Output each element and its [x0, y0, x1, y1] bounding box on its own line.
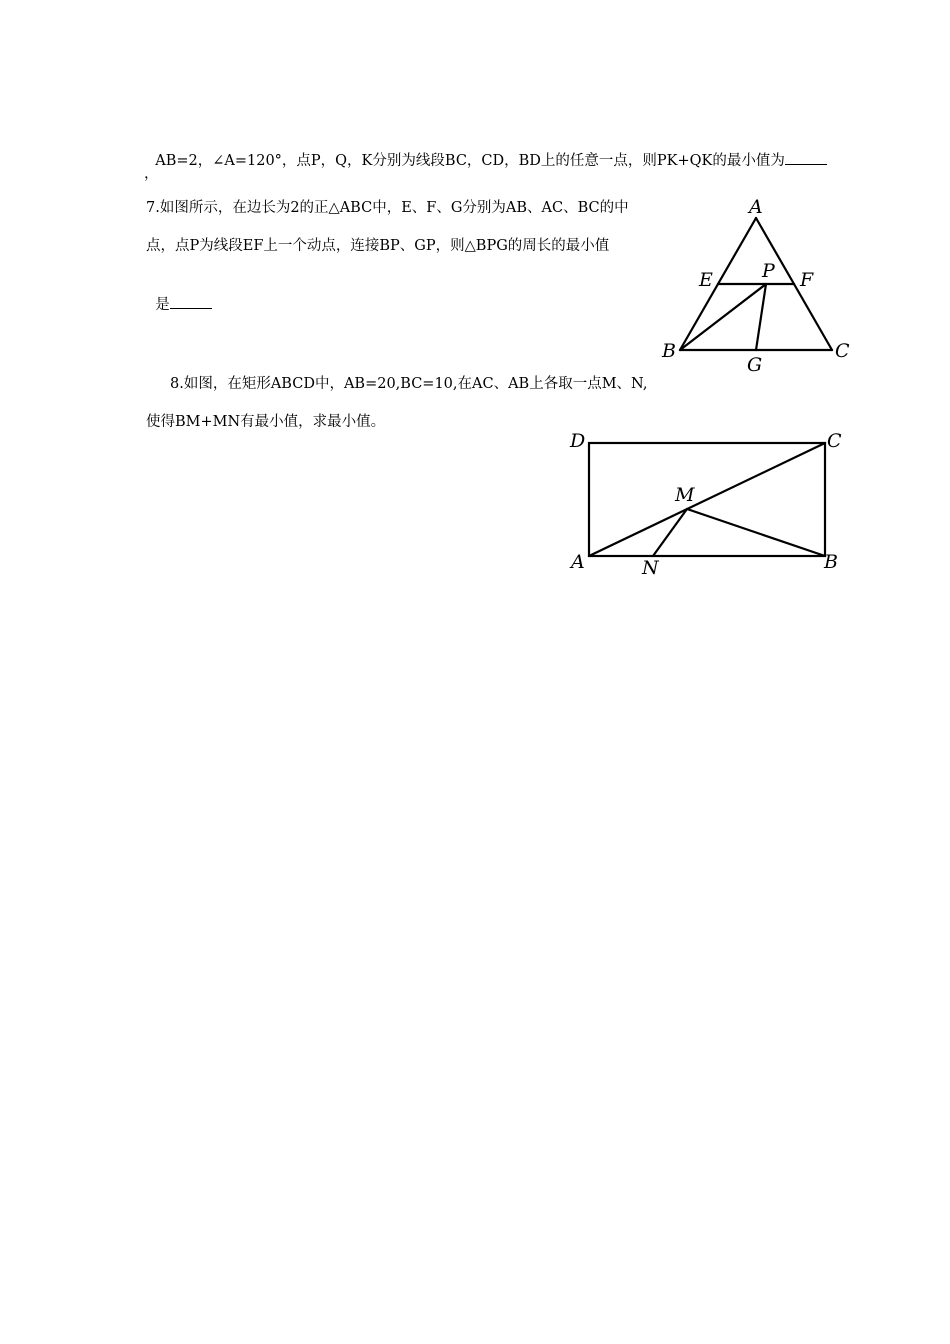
label-d: D	[570, 430, 586, 452]
answer-blank	[785, 150, 827, 165]
segment-mb	[687, 509, 825, 556]
label-g: G	[747, 354, 763, 376]
rectangle-figure	[565, 425, 855, 580]
problem8-text-line2: 使得BM+MN有最小值，求最小值。	[146, 414, 386, 430]
label-f: F	[800, 269, 814, 291]
label-c: C	[835, 340, 850, 362]
label-c: C	[827, 430, 842, 452]
label-b: B	[662, 340, 676, 362]
label-e: E	[699, 269, 713, 291]
label-a: A	[571, 551, 585, 573]
label-b: B	[824, 551, 838, 573]
problem7-text-line3	[146, 274, 212, 315]
segment-bp	[680, 284, 766, 350]
problem6-line1-text: AB=2，∠A=120°，点P，Q，K分别为线段BC，CD，BD上的任意一点，则PK+QK的最小值为	[155, 153, 785, 169]
answer-blank	[170, 294, 212, 309]
label-n: N	[642, 557, 659, 579]
label-m: M	[675, 484, 695, 506]
problem7-line3-text: 是	[155, 297, 170, 313]
segment-gp	[756, 284, 766, 350]
problem6-text-line1	[146, 130, 827, 171]
diagonal-ac	[589, 443, 825, 556]
problem6-text-line2: ，	[144, 166, 159, 182]
label-p: P	[762, 260, 775, 282]
triangle-figure	[655, 193, 875, 378]
problem8-text-line1: 8.如图，在矩形ABCD中，AB=20,BC=10,在AC、AB上各取一点M、N,	[170, 376, 648, 392]
problem7-text-line2: 点，点P为线段EF上一个动点，连接BP、GP，则△BPG的周长的最小值	[146, 238, 610, 254]
problem7-text-line1: 7.如图所示，在边长为2的正△ABC中，E、F、G分别为AB、AC、BC的中	[146, 200, 629, 216]
label-a: A	[749, 196, 763, 218]
